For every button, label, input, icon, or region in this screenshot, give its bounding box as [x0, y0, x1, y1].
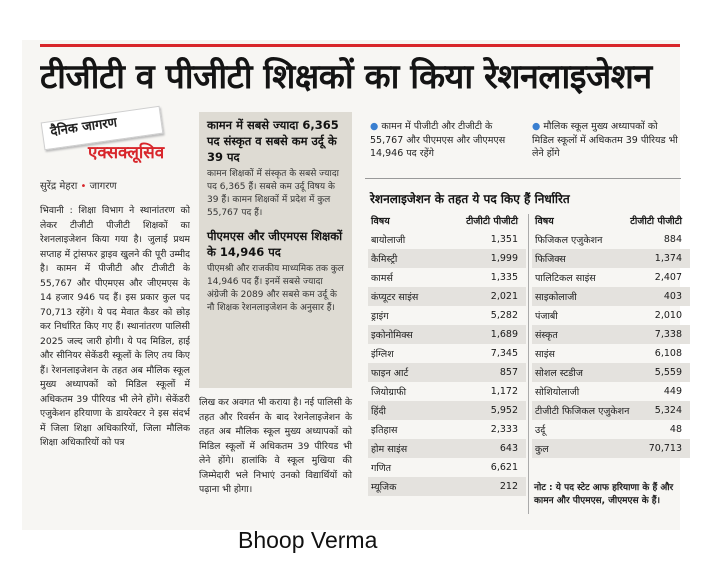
byline-author: सुरेंद्र मेहरा — [40, 181, 78, 192]
table-header — [532, 214, 690, 230]
table-row — [532, 344, 690, 363]
subject-cell: फिजिकल एजुकेशन — [535, 235, 603, 246]
box-text-2: पीएमश्री और राजकीय माध्यमिक तक कुल 14,946 पद हैं। इनमें सबसे ज्यादा अंग्रेजी के 2089 और सबसे कम उर्दू के नौ शिक्षक रेशनलाइजेशन के अनुसार हैं। — [207, 264, 344, 313]
subject-cell: फाइन आर्ट — [371, 368, 409, 379]
byline — [40, 178, 117, 192]
posts-table-left — [368, 214, 526, 496]
table-row — [532, 382, 690, 401]
info-point — [370, 120, 520, 161]
jagran-exclusive-logo — [40, 112, 190, 168]
posts-cell: 1,172 — [490, 386, 518, 397]
headline-rule — [40, 44, 680, 47]
subject-cell: होम साइंस — [371, 444, 408, 455]
table-row — [532, 325, 690, 344]
table-row — [532, 306, 690, 325]
headline: टीजीटी व पीजीटी शिक्षकों का किया रेशनलाइजेशन — [40, 57, 652, 97]
table-row — [368, 344, 526, 363]
table-row — [532, 287, 690, 306]
header-subject: विषय — [371, 216, 390, 227]
info-text: मौलिक स्कूल मुख्य अध्यापकों को मिडिल स्कूलों में अधिकतम 39 पीरियड भी लेने होंगे — [532, 121, 678, 159]
bullet-icon: ● — [532, 121, 541, 132]
subject-cell: कैमिस्ट्री — [371, 254, 398, 265]
article-column-1: भिवानी : शिक्षा विभाग ने स्थानांतरण को लेकर टीजीटी पीजीटी शिक्षकों का रेशनलाइजेशन किया गया है। जुलाई प्रथम सप्ताह में ट्रांसफर ड्राइव खुलने की पूरी उम्मीद है। कामन में पीजीटी और टीजीटी के 55,767 और पीएमएस और जीएमएस के 14 हजार 946 पद हैं। इस प्रकार कुल पद 70,713 रहेंगे। ये पद मेवात कैडर को छोड़ कर निर्धारित किए गए हैं। स्थानांतरण पालिसी 2025 जल्द जारी होगी। ये पद मिडिल, हाई और सीनियर सेकेंडरी स्कूलों के लिए तय किए हैं। रेशनलाइजेशन के तहत अब मौलिक स्कूल मुख्य अध्यापकों को मिडिल स्कूलों में अधिकतम 39 पीरियड भी लेने होंगे। सेकेंडरी एजुकेशन हरियाणा के डायरेक्टर ने इस संदर्भ में जिला शिक्षा अधिकारियों, जिला मौलिक शिक्षा अधिकारियों को पत्र — [40, 205, 190, 448]
subject-cell: पालिटिकल साइंस — [535, 273, 596, 284]
box-text-1: कामन शिक्षकों में संस्कृत के सबसे ज्यादा पद 6,365 हैं। सबसे कम उर्दू विषय के 39 हैं। कामन शिक्षकों में प्रदेश में कुल 55,767 पद हैं। — [207, 169, 339, 218]
table-row — [368, 439, 526, 458]
bullet-icon: ● — [370, 121, 379, 132]
subject-cell: साइंस — [535, 349, 555, 360]
posts-cell: 2,407 — [654, 272, 682, 283]
table-row — [532, 439, 690, 458]
table-header — [368, 214, 526, 230]
subject-cell: संस्कृत — [535, 330, 558, 341]
header-subject: विषय — [535, 216, 554, 227]
table-row — [368, 268, 526, 287]
posts-cell: 1,999 — [490, 253, 518, 264]
posts-cell: 5,324 — [654, 405, 682, 416]
table-row — [368, 420, 526, 439]
table-row — [368, 325, 526, 344]
subject-cell: जियोग्राफी — [371, 387, 407, 398]
posts-cell: 884 — [663, 234, 682, 245]
column-divider — [528, 214, 529, 514]
posts-cell: 1,689 — [490, 329, 518, 340]
posts-cell: 1,351 — [490, 234, 518, 245]
subject-cell: हिंदी — [371, 406, 387, 417]
posts-cell: 2,021 — [490, 291, 518, 302]
info-text: कामन में पीजीटी और टीजीटी के 55,767 और पीएमएस और जीएमएस 14,946 पद रहेंगे — [370, 121, 506, 159]
table-row — [368, 249, 526, 268]
byline-separator: • — [80, 181, 87, 192]
subject-cell: कंप्यूटर साइंस — [371, 292, 419, 303]
box-heading-1: कामन में सबसे ज्यादा 6,365 पद संस्कृत व सबसे कम उर्दू के 39 पद — [207, 118, 339, 164]
table-note: नोट : ये पद स्टेट आफ हरियाणा के हैं और कामन और पीएमएस, जीएमएस के हैं। — [534, 483, 674, 506]
posts-cell: 6,621 — [490, 462, 518, 473]
subject-cell: म्यूजिक — [371, 482, 397, 493]
table-row — [368, 306, 526, 325]
table-row — [532, 420, 690, 439]
logo-label: एक्सक्लूसिव — [88, 143, 165, 163]
subject-cell: इंग्लिश — [371, 349, 394, 360]
table-row — [532, 230, 690, 249]
box-heading-2: पीएमएस और जीएमएस शिक्षकों के 14,946 पद — [207, 229, 343, 259]
posts-cell: 857 — [499, 367, 518, 378]
table-row — [368, 230, 526, 249]
watermark: Bhoop Verma — [238, 527, 378, 553]
subject-cell: कुल — [535, 444, 549, 455]
table-row — [532, 363, 690, 382]
table-row — [532, 401, 690, 420]
subject-cell: इकोनोमिक्स — [371, 330, 413, 341]
subject-cell: ड्राइंग — [371, 311, 389, 322]
table-row — [368, 363, 526, 382]
subject-cell: उर्दू — [535, 425, 546, 436]
posts-cell: 7,345 — [490, 348, 518, 359]
table-row — [368, 287, 526, 306]
table-row — [368, 401, 526, 420]
posts-cell: 1,374 — [654, 253, 682, 264]
posts-cell: 70,713 — [648, 443, 682, 454]
posts-cell: 5,559 — [654, 367, 682, 378]
highlight-box — [199, 112, 352, 388]
subject-cell: गणित — [371, 463, 392, 474]
subject-cell: फिजिक्स — [535, 254, 566, 265]
posts-cell: 5,282 — [490, 310, 518, 321]
posts-cell: 2,010 — [654, 310, 682, 321]
byline-source: जागरण — [89, 181, 117, 192]
posts-cell: 1,335 — [490, 272, 518, 283]
subject-cell: साइकोलाजी — [535, 292, 577, 303]
header-posts: टीजीटी पीजीटी — [630, 216, 682, 227]
posts-cell: 6,108 — [654, 348, 682, 359]
table-title: रेशनलाइजेशन के तहत ये पद किए हैं निर्धारित — [370, 192, 570, 206]
posts-cell: 7,338 — [654, 329, 682, 340]
info-point — [532, 120, 682, 161]
posts-cell: 2,333 — [490, 424, 518, 435]
subject-cell: इतिहास — [371, 425, 398, 436]
table-row — [368, 477, 526, 496]
article-column-2: लिख कर अवगत भी कराया है। नई पालिसी के तहत और रिवर्सन के बाद रेशनेलाइजेशन के तहत अब मौलिक स्कूल मुख्य अध्यापकों को मिडिल स्कूलों में अधिकतम 39 पीरियड भी लेने होंगे। हालांकि वे स्कूल मुखिया की जिम्मेदारी भले निभाएं उनको विद्यार्थियों को पढ़ाना भी होगा। — [199, 397, 352, 495]
posts-cell: 643 — [499, 443, 518, 454]
logo-brand: दैनिक जागरण — [49, 115, 118, 140]
table-row — [368, 382, 526, 401]
posts-table-right — [532, 214, 690, 458]
subject-cell: टीजीटी फिजिकल एजुकेशन — [535, 406, 630, 417]
posts-cell: 212 — [499, 481, 518, 492]
posts-cell: 403 — [663, 291, 682, 302]
posts-cell: 449 — [663, 386, 682, 397]
subject-cell: कामर्स — [371, 273, 393, 284]
subject-cell: बायोलाजी — [371, 235, 406, 246]
header-posts: टीजीटी पीजीटी — [466, 216, 518, 227]
subject-cell: सोशियोलाजी — [535, 387, 580, 398]
posts-cell: 48 — [669, 424, 682, 435]
table-row — [532, 249, 690, 268]
subject-cell: पंजाबी — [535, 311, 558, 322]
divider — [365, 178, 681, 179]
subject-cell: सोशल स्टडीज — [535, 368, 583, 379]
table-row — [368, 458, 526, 477]
posts-cell: 5,952 — [490, 405, 518, 416]
table-row — [532, 268, 690, 287]
